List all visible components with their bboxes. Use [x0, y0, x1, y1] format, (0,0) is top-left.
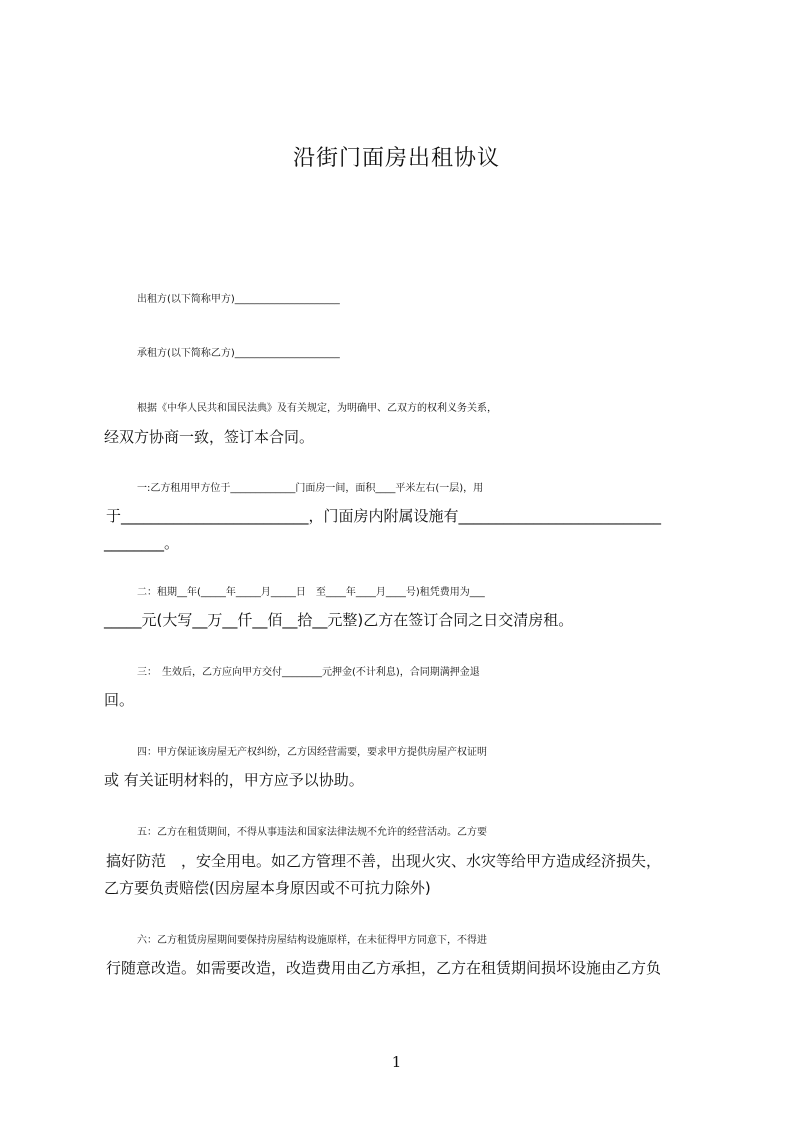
- clause5-line-3: 乙方要负责赔偿(因房屋本身原因或不可抗力除外): [104, 879, 431, 897]
- intro-line-2: 经双方协商一致，签订本合同。: [104, 428, 315, 446]
- page-number: 1: [391, 1053, 402, 1071]
- clause1-line-2: 于_________________________，门面房内附属设施有___________________________: [106, 507, 662, 525]
- clause1-line-1: 一:乙方租用甲方位于_____________门面房一间，面积____平米左右(一层)，用: [137, 483, 484, 494]
- party-a-line: 出租方(以下简称甲方)_____________________: [137, 294, 340, 305]
- clause2-line-2: _____元(大写__万__仟__佰__拾__元整)乙方在签订合同之日交清房租。: [104, 611, 574, 629]
- clause3-line-1: 三： 生效后，乙方应向甲方交付________元押金(不计利息)，合同期满押金退: [137, 667, 480, 678]
- clause1-line-3: ________。: [104, 534, 180, 552]
- clause3-line-2: 回。: [104, 691, 135, 709]
- clause2-line-1: 二：租期__年(_____年_____月_____日 至____年____月____号)租凭费用为___: [137, 587, 485, 598]
- clause4-line-1: 四：甲方保证该房屋无产权纠纷，乙方因经营需要，要求甲方提供房屋产权证明: [137, 747, 487, 758]
- document-title: 沿街门面房出租协议: [292, 146, 500, 171]
- clause4-line-2: 或 有关证明材料的，甲方应予以协助。: [104, 771, 364, 789]
- intro-line-1: 根据《中华人民共和国民法典》及有关规定，为明确甲、乙双方的权利义务关系，: [137, 403, 497, 414]
- clause5-line-2: 搞好防范 ，安全用电。如乙方管理不善，出现火灾、水灾等给甲方造成经济损失，: [106, 852, 662, 870]
- clause5-line-1: 五：乙方在租赁期间，不得从事违法和国家法律法规不允许的经营活动。乙方要: [137, 827, 487, 838]
- clause6-line-2: 行随意改造。如需要改造，改造费用由乙方承担，乙方在租赁期间损坏设施由乙方负: [106, 959, 662, 977]
- clause6-line-1: 六：乙方租赁房屋期间要保持房屋结构设施原样，在未征得甲方同意下，不得进: [137, 935, 487, 946]
- party-b-line: 承租方(以下简称乙方)_____________________: [137, 348, 340, 359]
